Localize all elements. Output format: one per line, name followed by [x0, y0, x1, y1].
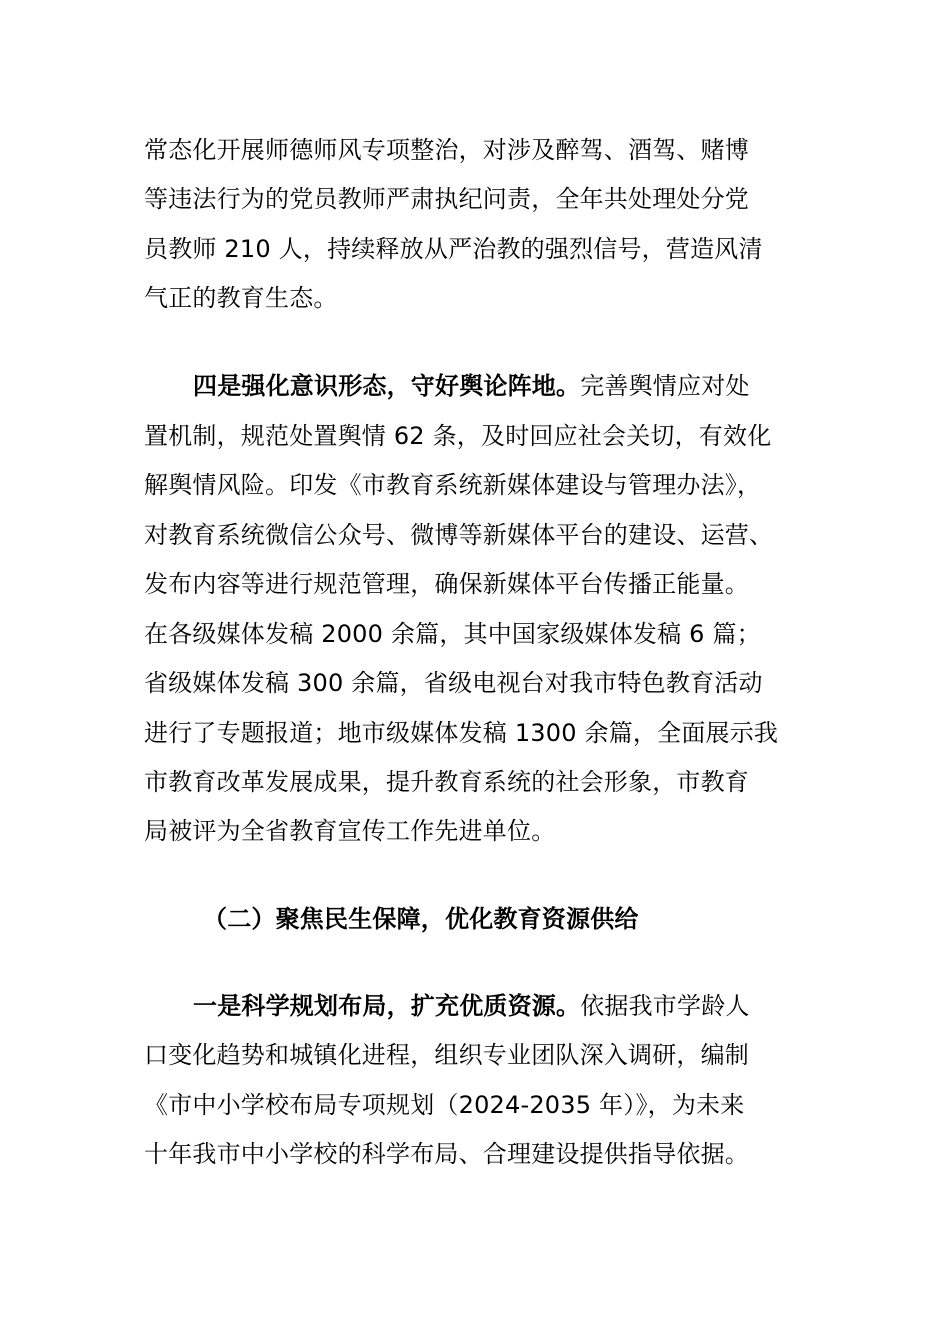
paragraph-2-line-7: 省级媒体发稿 300 余篇，省级电视台对我市特色教育活动	[144, 669, 763, 697]
paragraph-2-line-10: 局被评为全省教育宣传工作先进单位。	[144, 817, 556, 845]
paragraph-2-line-3: 解舆情风险。印发《市教育系统新媒体建设与管理办法》，	[144, 471, 762, 499]
paragraph-3-lead-bold: 一是科学规划布局，扩充优质资源。	[193, 992, 581, 1020]
paragraph-3-lead-rest: 依据我市学龄人	[580, 992, 750, 1020]
paragraph-1-line-3: 员教师 210 人，持续释放从严治教的强烈信号，营造风清	[144, 235, 763, 263]
paragraph-3-line-2: 口变化趋势和城镇化进程，组织专业团队深入调研，编制	[144, 1041, 749, 1069]
paragraph-2-line-8: 进行了专题报道；地市级媒体发稿 1300 余篇，全面展示我	[144, 719, 779, 747]
paragraph-2-line-2: 置机制，规范处置舆情 62 条，及时回应社会关切，有效化	[144, 422, 772, 450]
paragraph-2-lead-bold: 四是强化意识形态，守好舆论阵地。	[193, 372, 581, 400]
paragraph-2-line-6: 在各级媒体发稿 2000 余篇，其中国家级媒体发稿 6 篇；	[144, 620, 761, 648]
paragraph-2-line-9: 市教育改革发展成果，提升教育系统的社会形象，市教育	[144, 768, 749, 796]
paragraph-2-line-1	[193, 366, 750, 406]
paragraph-1-line-2: 等违法行为的党员教师严肃执纪问责，全年共处理处分党	[144, 185, 749, 213]
paragraph-1-line-4: 气正的教育生态。	[144, 284, 338, 312]
paragraph-2-line-5: 发布内容等进行规范管理，确保新媒体平台传播正能量。	[144, 570, 749, 598]
paragraph-2-line-4: 对教育系统微信公众号、微博等新媒体平台的建设、运营、	[144, 521, 774, 549]
section-heading: （二）聚焦民生保障，优化教育资源供给	[203, 905, 639, 933]
paragraph-3-line-1	[193, 986, 750, 1026]
paragraph-2-lead-rest: 完善舆情应对处	[580, 372, 750, 400]
paragraph-1-line-1: 常态化开展师德师风专项整治，对涉及醉驾、酒驾、赌博	[144, 136, 749, 164]
paragraph-3-line-3: 《市中小学校布局专项规划（2024-2035 年）》，为未来	[144, 1091, 745, 1119]
paragraph-3-line-4: 十年我市中小学校的科学布局、合理建设提供指导依据。	[144, 1140, 749, 1168]
